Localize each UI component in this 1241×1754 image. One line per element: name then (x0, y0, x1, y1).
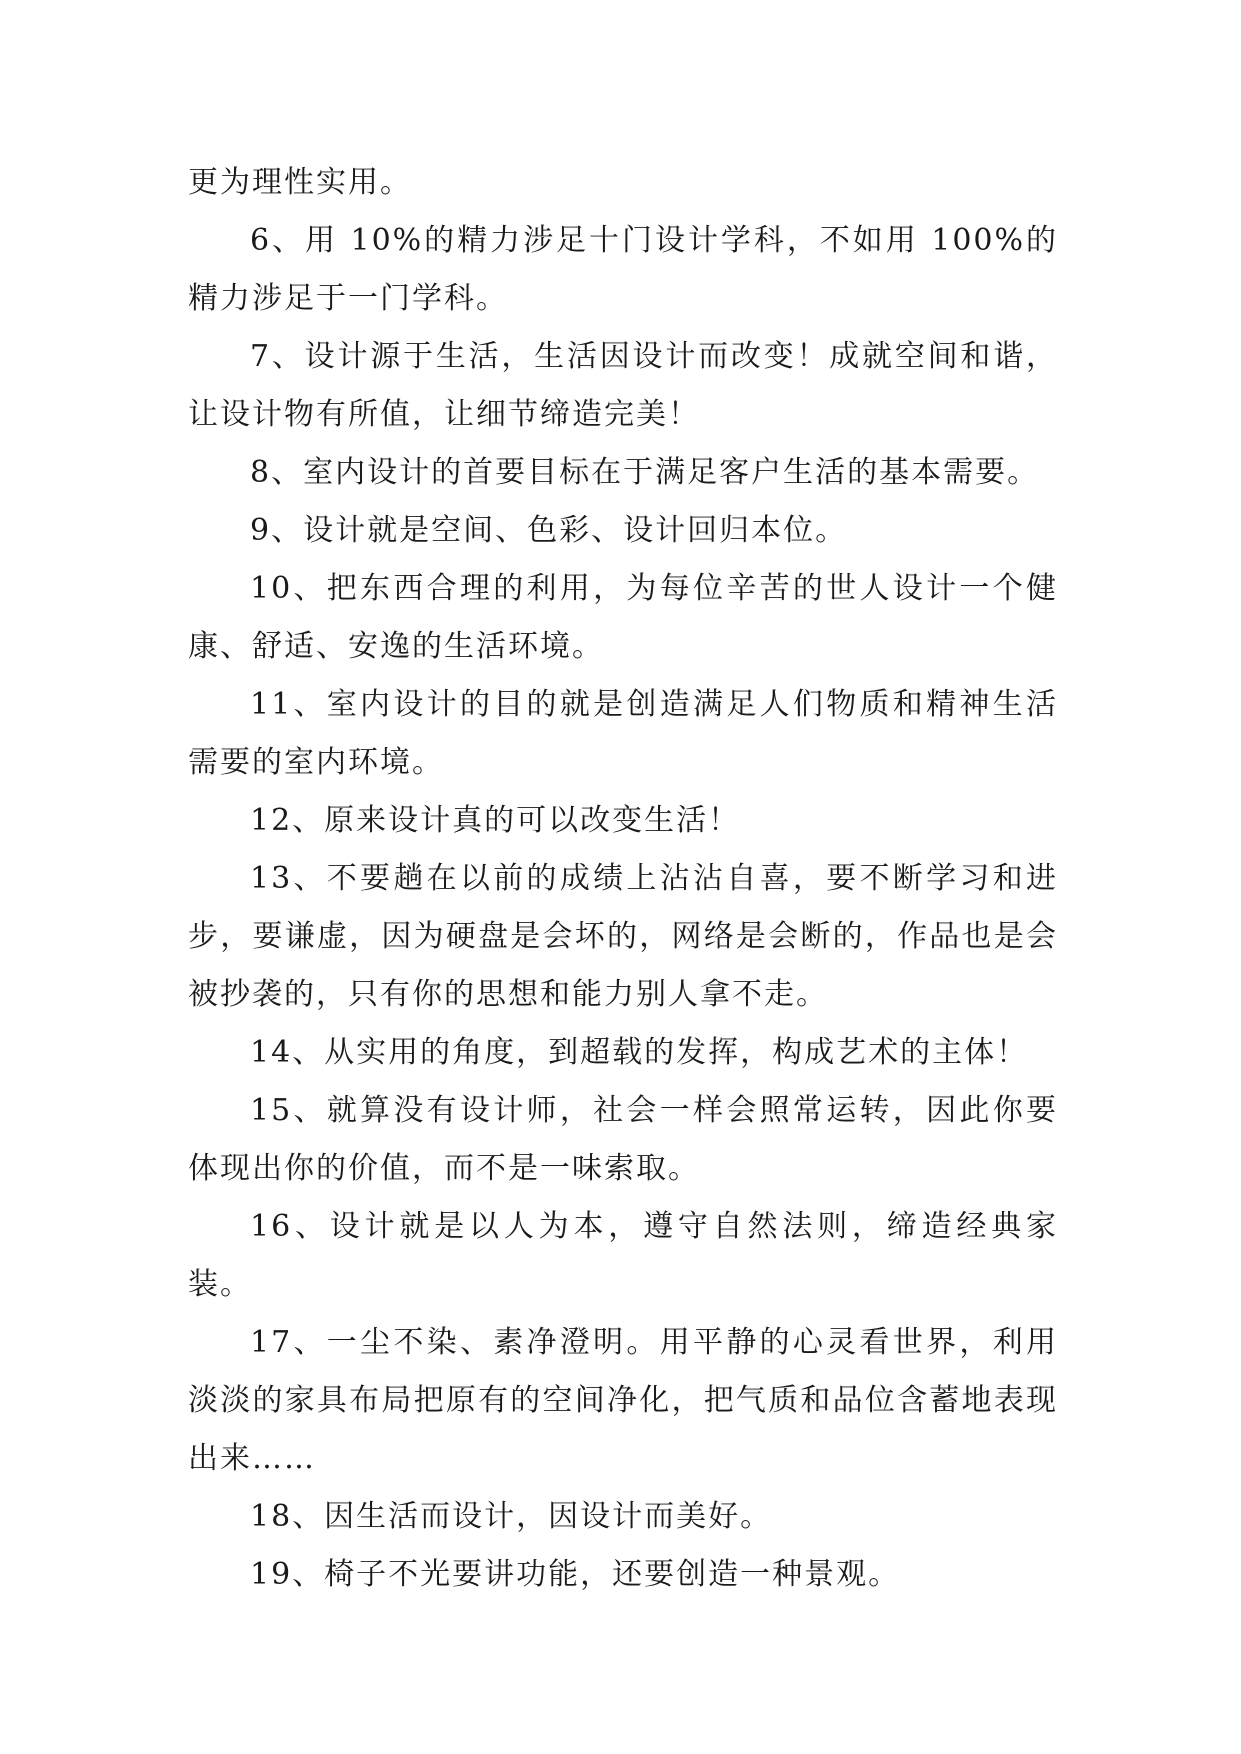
paragraph-item-18: 18、因生活而设计，因设计而美好。 (250, 1499, 773, 1534)
paragraph-item-15: 15、就算没有设计师，社会一样会照常运转，因此你要体现出你的价值，而不是一味索取。 (188, 1093, 1058, 1186)
paragraph-item-16: 16、设计就是以人为本，遵守自然法则，缔造经典家装。 (188, 1209, 1058, 1302)
paragraph-item-9: 9、设计就是空间、色彩、设计回归本位。 (250, 513, 848, 548)
paragraph-item-13: 13、不要趟在以前的成绩上沾沾自喜，要不断学习和进步，要谦虚，因为硬盘是会坏的，网络是会断的，作品也是会被抄袭的，只有你的思想和能力别人拿不走。 (188, 861, 1058, 1012)
paragraph-item-10: 10、把东西合理的利用，为每位辛苦的世人设计一个健康、舒适、安逸的生活环境。 (188, 571, 1058, 664)
paragraph-item-19: 19、椅子不光要讲功能，还要创造一种景观。 (250, 1557, 901, 1592)
paragraph-item-14: 14、从实用的角度，到超载的发挥，构成艺术的主体！ (250, 1035, 1029, 1070)
paragraph-item-17: 17、一尘不染、素净澄明。用平静的心灵看世界，利用淡淡的家具布局把原有的空间净化，把气质和品位含蓄地表现出来…… (188, 1325, 1058, 1476)
paragraph-item-7: 7、设计源于生活，生活因设计而改变！成就空间和谐，让设计物有所值，让细节缔造完美！ (188, 339, 1058, 432)
document-body (188, 154, 1058, 1604)
paragraph-item-12: 12、原来设计真的可以改变生活！ (250, 803, 741, 838)
paragraph-item-8: 8、室内设计的首要目标在于满足客户生活的基本需要。 (250, 455, 1040, 490)
paragraph-item-6: 6、用 10%的精力涉足十门设计学科，不如用 100%的精力涉足于一门学科。 (188, 223, 1058, 316)
paragraph-continuation: 更为理性实用。 (188, 165, 412, 200)
paragraph-item-11: 11、室内设计的目的就是创造满足人们物质和精神生活需要的室内环境。 (188, 687, 1058, 780)
